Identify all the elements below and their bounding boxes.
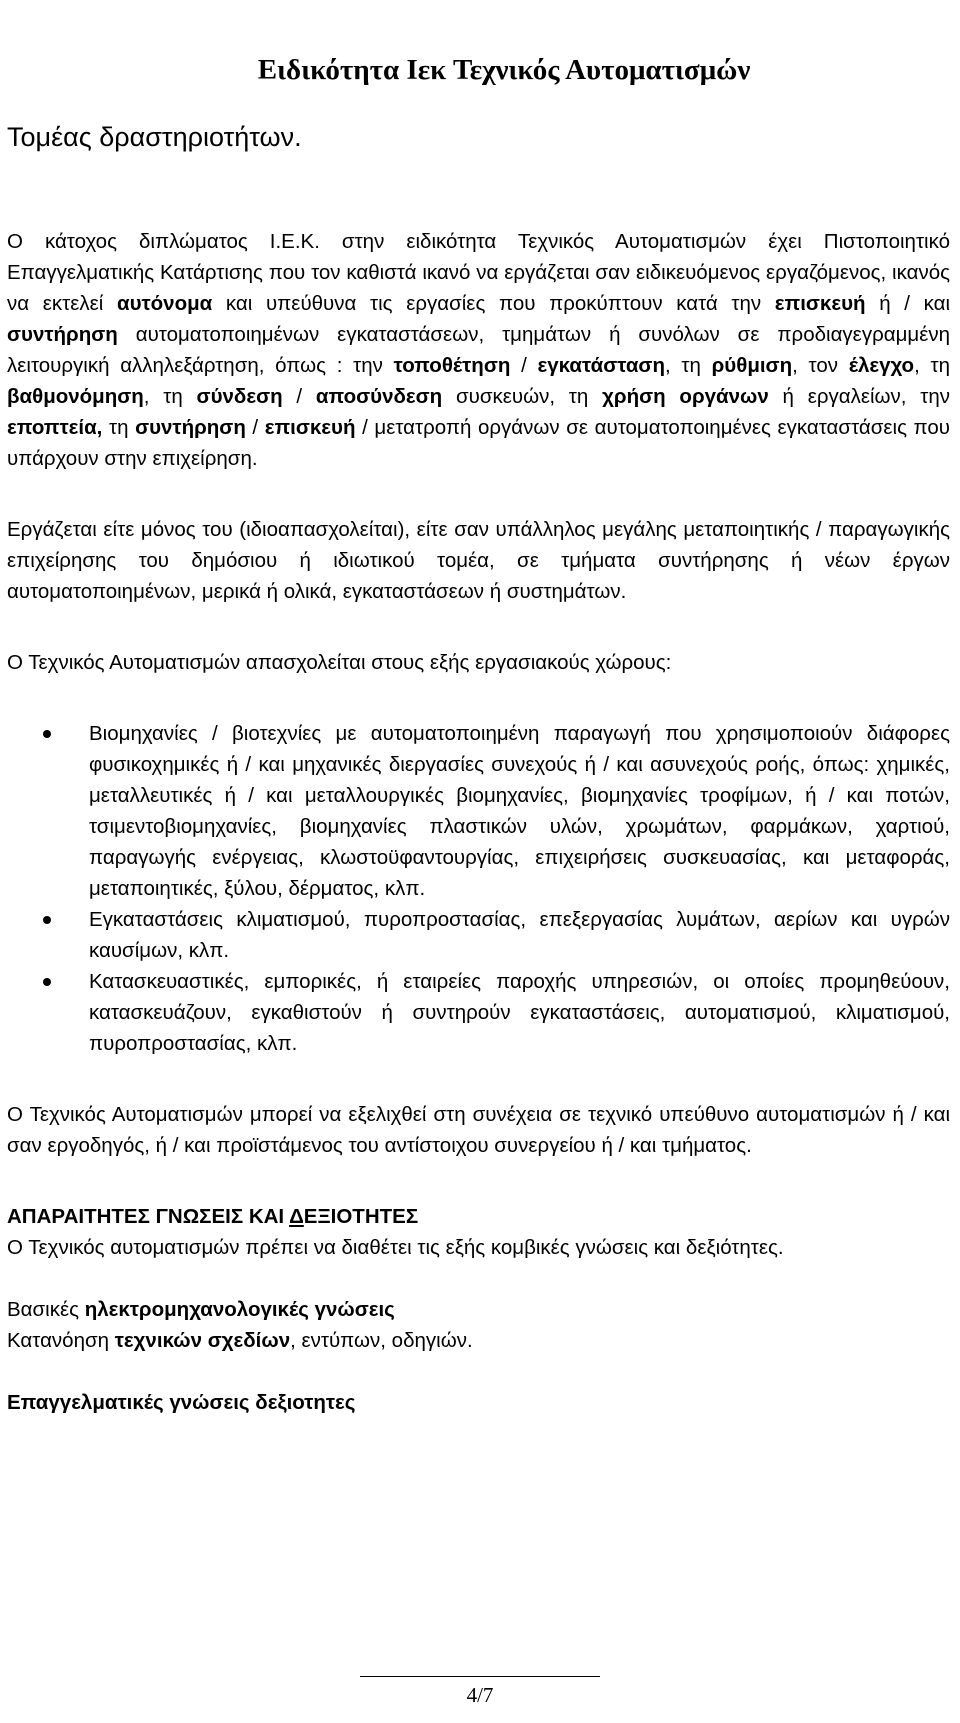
- text-run: /: [282, 385, 316, 408]
- heading-professional-skills: [7, 1387, 950, 1418]
- bold-term: συντήρηση: [135, 416, 246, 439]
- bullet-icon: [43, 730, 51, 738]
- bullet-icon: [43, 916, 51, 924]
- text-run: , τη: [914, 354, 951, 377]
- paragraph-employment: Εργάζεται είτε μόνος του (ιδιοαπασχολείται), είτε σαν υπάλληλος μεγάλης μεταποιητικής / παραγωγικής επιχείρησης του δημόσιου ή ιδιωτικού τομέα, σε τμήματα συντήρησης ή νέων έργων αυτοματοποιημένων, μερικά ή ολικά, εγκαταστάσεων ή συστημάτων.: [7, 518, 950, 603]
- text-run: , τη: [664, 354, 712, 377]
- footer-divider: [360, 1676, 600, 1677]
- paragraph-skills-intro: Ο Τεχνικός αυτοματισμών πρέπει να διαθέτει τις εξής κομβικές γνώσεις και δεξιότητες.: [7, 1236, 784, 1259]
- text-run: τη: [102, 416, 136, 439]
- text-run: /: [510, 354, 538, 377]
- paragraph-holder: [7, 226, 950, 474]
- list-item-text: Εγκαταστάσεις κλιματισμού, πυροπροστασίας, επεξεργασίας λυμάτων, αερίων και υγρών καυσίμων, κλπ.: [89, 908, 950, 962]
- text-run: , εντύπων, οδηγιών.: [290, 1329, 473, 1352]
- text-run: ή / και: [865, 292, 950, 315]
- paragraph-workplaces-intro: Ο Τεχνικός Αυτοματισμών απασχολείται στους εξής εργασιακούς χώρους:: [7, 651, 672, 674]
- line-understanding: [7, 1325, 950, 1356]
- text-run: /: [245, 416, 265, 439]
- workplaces-list: [7, 718, 950, 1059]
- line-basic-knowledge: [7, 1294, 950, 1325]
- page-title: Ειδικότητα Ιεκ Τεχνικός Αυτοματισμών: [257, 54, 751, 86]
- text-run: , τον: [792, 354, 849, 377]
- bold-term: αποσύνδεση: [315, 385, 443, 408]
- heading-professional-skills-text: Επαγγελματικές γνώσεις δεξιοτητες: [7, 1391, 356, 1414]
- bold-term: ρύθμιση: [711, 354, 793, 377]
- bold-term: τοποθέτηση: [393, 354, 511, 377]
- bold-term: έλεγχο: [848, 354, 915, 377]
- bold-term: χρήση οργάνων: [602, 385, 769, 408]
- text-run: Βασικές: [7, 1298, 85, 1321]
- bold-term: βαθμονόμηση: [7, 385, 144, 408]
- bold-term: αυτόνομα: [116, 292, 213, 315]
- bullet-icon: [43, 978, 51, 986]
- section-heading-sector: Τομέας δραστηριοτήτων.: [7, 122, 302, 152]
- document-body: [7, 226, 950, 1418]
- bold-term: τεχνικών σχεδίων: [114, 1329, 291, 1352]
- list-item: [7, 718, 950, 904]
- bold-term: σύνδεση: [196, 385, 283, 408]
- bold-term: επισκευή: [774, 292, 866, 315]
- bold-term: επισκευή: [264, 416, 356, 439]
- bold-term: εγκατάσταση: [537, 354, 665, 377]
- list-item: [7, 904, 950, 966]
- text-run: Ο κάτοχος διπλώματος Ι.Ε.Κ. στην ειδικότητα Τεχνικός Αυτοματισμών έχει Πιστοποιητικό Επαγγελματικής Κατάρτισης που τον καθιστά ικανό να εργάζεται σαν ειδικευόμενος εργαζόμενος, ικανός να εκτελεί: [7, 230, 950, 315]
- bold-term: συντήρηση: [7, 323, 118, 346]
- text-run: , τη: [143, 385, 197, 408]
- text-run: συσκευών, τη: [442, 385, 603, 408]
- text-run: / μετατροπή οργάνων σε αυτοματοποιημένες εγκαταστάσεις που υπάρχουν στην επιχείρηση.: [7, 416, 951, 470]
- list-item-text: Κατασκευαστικές, εμπορικές, ή εταιρείες παροχής υπηρεσιών, οι οποίες προμηθεύουν, κατασκευάζουν, εγκαθιστούν ή συντηρούν εγκαταστάσεις, αυτοματισμού, κλιματισμού, πυροπροστασίας, κλπ.: [89, 970, 950, 1055]
- paragraph-career: Ο Τεχνικός Αυτοματισμών μπορεί να εξελιχθεί στη συνέχεια σε τεχνικό υπεύθυνο αυτοματισμών ή / και σαν εργοδηγός, ή / και προϊστάμενος του αντίστοιχου συνεργείου ή / και τμήματος.: [7, 1103, 950, 1157]
- text-run: ή εργαλείων, την: [768, 385, 951, 408]
- list-item-text: Βιομηχανίες / βιοτεχνίες με αυτοματοποιημένη παραγωγή που χρησιμοποιούν διάφορες φυσικοχημικές ή / και μηχανικές διεργασίες συνεχούς ή / και ασυνεχούς ροής, όπως: χημικές, μεταλλευτικές ή / και μεταλλουργικές βιομηχανίες, βιομηχανίες τροφίμων, ή / και ποτών, τσιμεντοβιομηχανίες, βιομηχανίες πλαστικών υλών, χρωμάτων, φαρμάκων, χαρτιού, παραγωγής ενέργειας, κλωστοϋφαντουργίας, επιχειρήσεις συσκευασίας, και μεταφοράς, μεταποιητικές, ξύλου, δέρματος, κλπ.: [89, 722, 950, 900]
- heading-skills-text: ΑΠΑΡΑΙΤΗΤΕΣ ΓΝΩΣΕΙΣ ΚΑΙ ΔΕΞΙΟΤΗΤΕΣ: [7, 1205, 419, 1228]
- text-run: Κατανόηση: [7, 1329, 115, 1352]
- page-number: 4/7: [466, 1683, 494, 1707]
- bold-term: εποπτεία,: [7, 416, 103, 439]
- text-run: και υπεύθυνα τις εργασίες που προκύπτουν κατά την: [212, 292, 775, 315]
- heading-skills: [7, 1201, 950, 1232]
- text-run: αυτοματοποιημένων εγκαταστάσεων, τμημάτων ή συνόλων σε προδιαγεγραμμένη λειτουργική αλληλεξάρτηση, όπως : την: [7, 323, 950, 377]
- list-item: [7, 966, 950, 1059]
- bold-term: ηλεκτρομηχανολογικές γνώσεις: [84, 1298, 395, 1321]
